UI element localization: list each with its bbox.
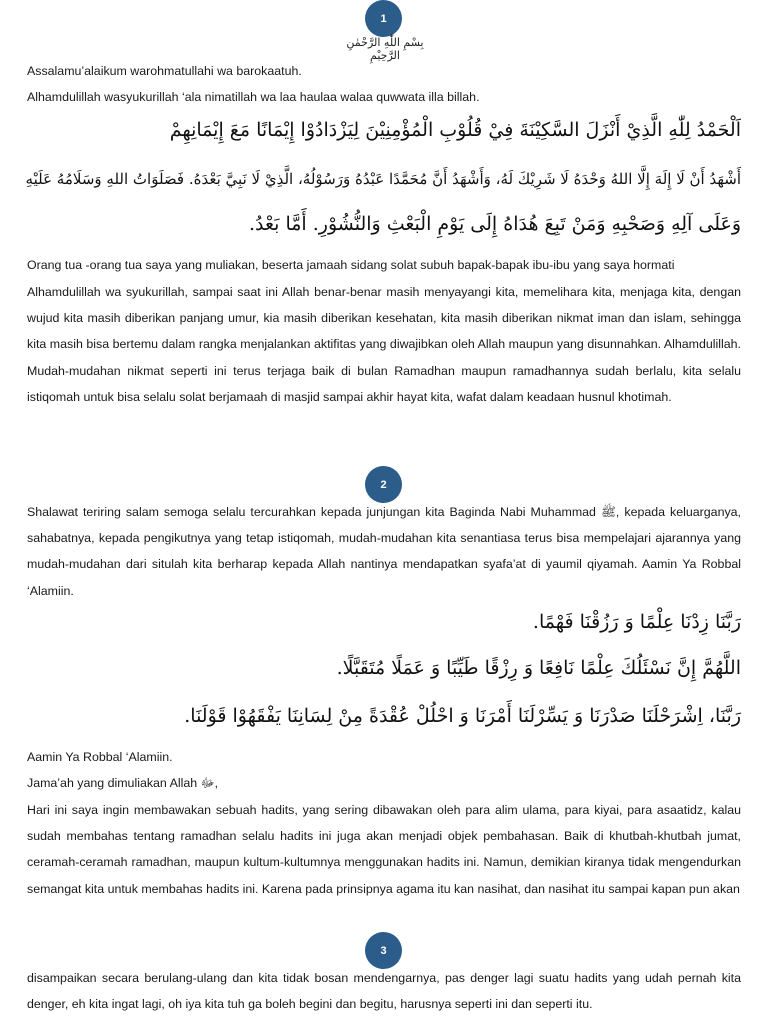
continuation-paragraph: disampaikan secara berulang-ulang dan kita tidak bosan mendengarnya, pas denger lagi suatu hadits yang udah pernah kita denger, eh kita ingat lagi, oh iya kita tuh ga boleh begini dan begitu, harusnya seperti ini dan seperti itu. bbox=[27, 971, 741, 1012]
hadits-intro-paragraph: Hari ini saya ingin membawakan sebuah hadits, yang sering dibawakan oleh para alim ulama, para kiyai, para asaatidz, kalau sudah membahas tentang ramadhan selalu hadits ini juga akan menjadi objek pembahasan. Baik di khutbah-khutbah jumat, ceramah-ceramah ramadhan, maupun kultum-kultumnya menggunakan hadits ini. Namun, demikian kiranya tidak mengendurkan semangat kita untuk membahas hadits ini. Karena pada prinsipnya agama itu kan nasihat, dan nasihat itu sampai kapan pun akan bbox=[27, 803, 741, 896]
hamdalah-text: Alhamdulillah wasyukurillah ‘ala nimatillah wa laa haulaa walaa quwwata illa billah. bbox=[27, 90, 480, 104]
jamaah-address: Jama’ah yang dimuliakan Allah ﷻ, bbox=[27, 776, 219, 790]
amin-text: Aamin Ya Robbal ‘Alamiin. bbox=[27, 750, 173, 764]
audience-address: Orang tua -orang tua saya yang muliakan, beserta jamaah sidang solat subuh bapak-bapak ibu-ibu yang saya hormati bbox=[27, 258, 675, 272]
page-number-badge-3: 3 bbox=[365, 932, 402, 969]
greeting-text: Assalamu’alaikum warohmatullahi wa barokaatuh. bbox=[27, 64, 302, 78]
page-number-badge-2: 2 bbox=[365, 466, 402, 503]
arabic-dua-line-3: رَبَّنَا، اِشْرَحْلَنَا صَدْرَنَا وَ يَسِّرْلَنَا أَمْرَنَا وَ احْلُلْ عُقْدَةً مِنْ لِسَانِنَا يَفْقَهُوْا قَوْلَنَا. bbox=[184, 705, 741, 727]
basmala-calligraphy: بِسْمِ اللّٰهِ الرَّحْمٰنِ الرَّحِيْمِ bbox=[346, 36, 424, 62]
arabic-opening-line-3: وَعَلَى آلِهِ وَصَحْبِهِ وَمَنْ تَبِعَ هُدَاهُ إِلَى يَوْمِ الْبَعْثِ وَالنُّشُوْرِ. أَمَّا بَعْدُ. bbox=[248, 213, 741, 235]
page-number-badge-1: 1 bbox=[365, 0, 402, 37]
arabic-dua-line-1: رَبَّنَا زِدْنَا عِلْمًا وَ رَزُقْنَا فَهْمًا. bbox=[532, 611, 741, 633]
arabic-opening-line-1: اَلْحَمْدُ لِلّٰهِ الَّذِيْ أَنْزَلَ السَّكِيْنَةَ فِيْ قُلُوْبِ الْمُؤْمِنِيْنَ لِيَزْدَادُوْا إِيْمَانًا مَعَ إِيْمَانِهِمْ bbox=[169, 119, 741, 141]
arabic-dua-line-2: اللَّهُمَّ إِنَّ نَسْئَلُكَ عِلْمًا نَافِعًا وَ رِزْقًا طَيِّبًا وَ عَمَلًا مُتَقَبَّلًا. bbox=[336, 657, 741, 679]
arabic-opening-line-2: أَشْهَدُ أَنْ لَا إِلَهَ إِلَّا اللهُ وَحْدَهُ لَا شَرِيْكَ لَهُ، وَأَشْهَدُ أَنَّ مُحَمَّدًا عَبْدُهُ وَرَسُوْلُهُ، الَّذِيْ لَا نَبِيَّ بَعْدَهُ. فَصَلَوَاتُ اللهِ وَسَلَامُهُ عَلَيْهِ bbox=[25, 170, 741, 188]
opening-paragraph: Alhamdulillah wa syukurillah, sampai saat ini Allah benar-benar masih menyayangi kita, memelihara kita, menjaga kita, dengan wujud kita masih diberikan panjang umur, kia masih diberikan kesehatan, kita masih diberikan nikmat iman dan islam, sehingga kita masih bisa bertemu dalam rangka menjalankan aktifitas yang diwajibkan oleh Allah maupun yang disunnahkan. Alhamdulillah. Mudah-mudahan nikmat seperti ini terus terjaga baik di bulan Ramadhan maupun ramadhannya sudah berlalu, kita selalu istiqomah untuk bisa selalu solat berjamaah di masjid sampai akhir hayat kita, wafat dalam keadaan husnul khotimah. bbox=[27, 285, 741, 404]
shalawat-paragraph: Shalawat teriring salam semoga selalu tercurahkan kepada junjungan kita Baginda Nabi Muhammad ﷺ, kepada keluarganya, sahabatnya, kepada pengikutnya yang tetap istiqomah, mudah-mudahan kita senantiasa terus bisa mempelajari ajarannya yang mudah-mudahan dari situlah kita berharap kepada Allah nantinya mendapatkan syafa’at di yaumil qiyamah. Aamin Ya Robbal ‘Alamiin. bbox=[27, 505, 741, 598]
